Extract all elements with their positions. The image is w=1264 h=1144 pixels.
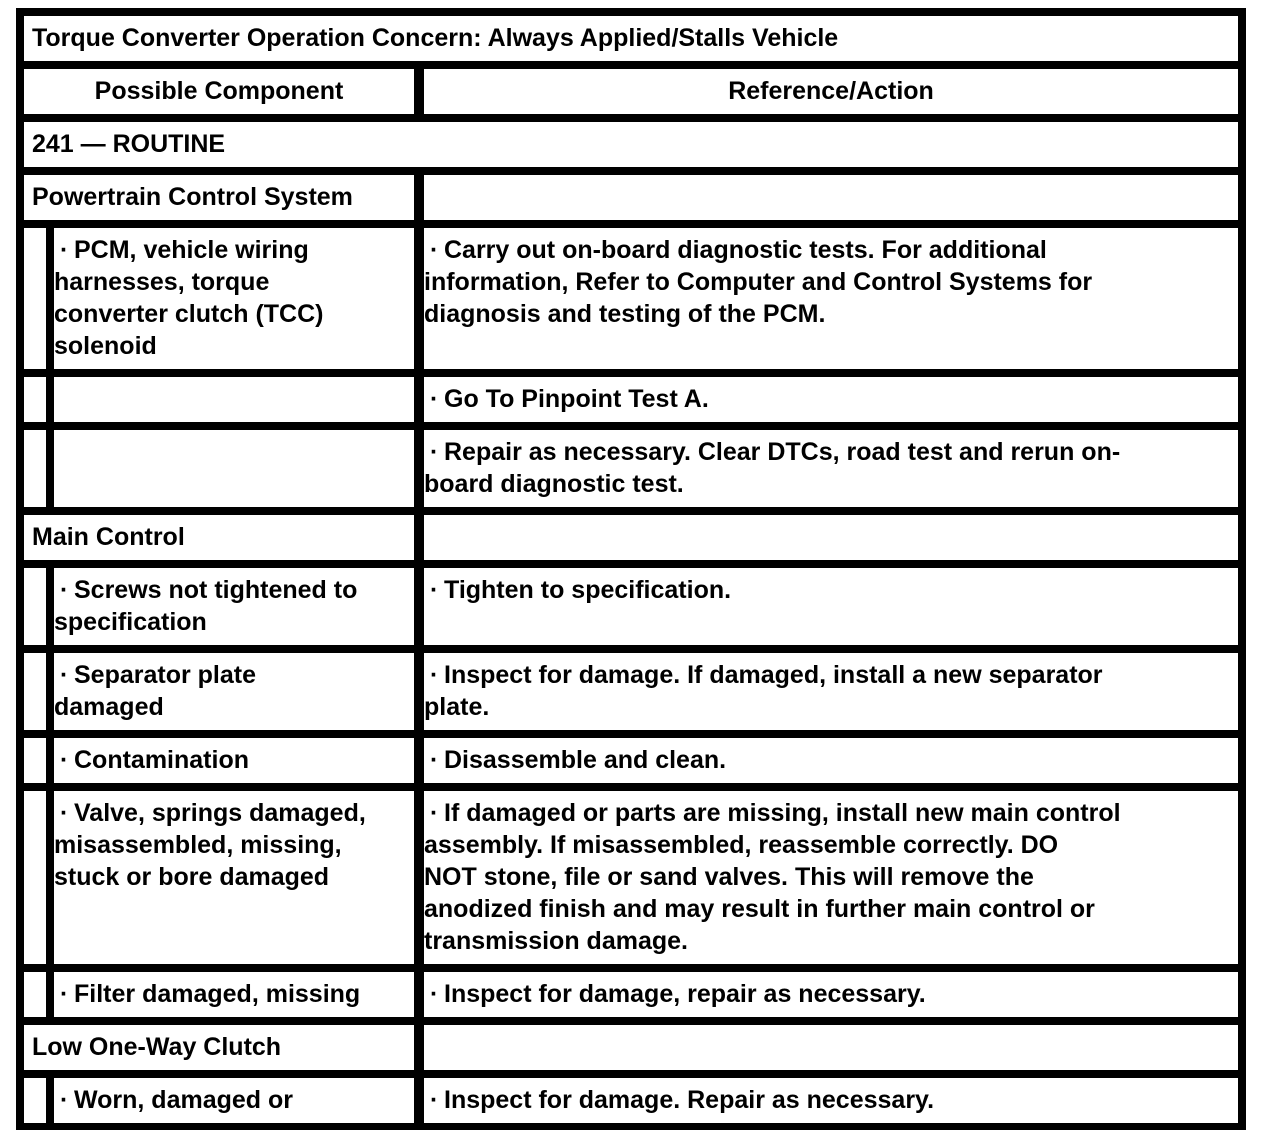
bullet-marker: · xyxy=(430,576,439,604)
bullet-marker: · xyxy=(430,980,439,1008)
action-text: Disassemble and clean. xyxy=(444,746,727,774)
action-line xyxy=(424,659,1238,691)
component-cell xyxy=(54,430,414,507)
diagnostic-table xyxy=(16,8,1246,1130)
action-line xyxy=(424,574,1238,606)
indent-cell xyxy=(24,430,46,507)
component-text: Separator plate xyxy=(74,661,257,689)
action-line: board diagnostic test. xyxy=(424,470,684,498)
indent-cell xyxy=(24,972,46,1017)
action-cell xyxy=(424,228,1238,369)
component-text: Worn, damaged or xyxy=(74,1086,294,1114)
bullet-marker: · xyxy=(430,661,439,689)
component-line: misassembled, missing, xyxy=(54,831,342,859)
component-cell xyxy=(54,791,414,964)
routine-label: 241 — ROUTINE xyxy=(24,122,1238,167)
indent-cell xyxy=(24,568,46,645)
indent-cell xyxy=(24,653,46,730)
action-cell xyxy=(424,791,1238,964)
action-line: transmission damage. xyxy=(424,927,688,955)
component-line: damaged xyxy=(54,693,164,721)
bullet-marker: · xyxy=(430,236,439,264)
component-text: Filter damaged, missing xyxy=(74,980,361,1008)
action-cell xyxy=(424,1078,1238,1123)
component-line xyxy=(54,1084,414,1116)
component-cell xyxy=(54,568,414,645)
header-reference-action: Reference/Action xyxy=(424,69,1238,114)
component-text: PCM, vehicle wiring xyxy=(74,236,309,264)
component-text: Valve, springs damaged, xyxy=(74,799,366,827)
component-line: solenoid xyxy=(54,332,157,360)
section-action-empty xyxy=(424,1025,1238,1070)
action-line xyxy=(424,1084,1238,1116)
bullet-marker: · xyxy=(60,576,69,604)
action-line xyxy=(424,978,1238,1010)
component-cell xyxy=(54,1078,414,1123)
section-action-empty xyxy=(424,515,1238,560)
indent-cell xyxy=(24,377,46,422)
indent-cell xyxy=(24,228,46,369)
action-text: If damaged or parts are missing, install new main control xyxy=(444,799,1121,827)
component-line xyxy=(54,797,414,829)
component-line: stuck or bore damaged xyxy=(54,863,330,891)
bullet-marker: · xyxy=(60,980,69,1008)
component-line: harnesses, torque xyxy=(54,268,270,296)
action-line: information, Refer to Computer and Control Systems for xyxy=(424,268,1093,296)
action-line xyxy=(424,744,1238,776)
action-line: plate. xyxy=(424,693,490,721)
component-cell xyxy=(54,972,414,1017)
section-name: Low One-Way Clutch xyxy=(24,1025,414,1070)
action-line: assembly. If misassembled, reassemble correctly. DO xyxy=(424,831,1059,859)
action-cell xyxy=(424,653,1238,730)
component-text: Screws not tightened to xyxy=(74,576,358,604)
bullet-marker: · xyxy=(60,746,69,774)
component-cell xyxy=(54,653,414,730)
component-cell xyxy=(54,228,414,369)
bullet-marker: · xyxy=(60,1086,69,1114)
action-line: anodized finish and may result in further main control or xyxy=(424,895,1095,923)
table-title: Torque Converter Operation Concern: Always Applied/Stalls Vehicle xyxy=(24,16,1238,61)
action-text: Inspect for damage. If damaged, install a new separator xyxy=(444,661,1103,689)
action-text: Tighten to specification. xyxy=(444,576,732,604)
action-text: Carry out on-board diagnostic tests. For additional xyxy=(444,236,1047,264)
bullet-marker: · xyxy=(430,799,439,827)
action-cell xyxy=(424,972,1238,1017)
bullet-marker: · xyxy=(60,799,69,827)
action-cell xyxy=(424,430,1238,507)
indent-cell xyxy=(24,1078,46,1123)
header-possible-component: Possible Component xyxy=(24,69,414,114)
action-line xyxy=(424,797,1238,829)
action-text: Inspect for damage. Repair as necessary. xyxy=(444,1086,935,1114)
component-line xyxy=(54,978,414,1010)
action-text: Go To Pinpoint Test A. xyxy=(444,385,709,413)
section-name: Powertrain Control System xyxy=(24,175,414,220)
bullet-marker: · xyxy=(60,236,69,264)
component-line xyxy=(54,574,414,606)
action-cell xyxy=(424,377,1238,422)
section-action-empty xyxy=(424,175,1238,220)
action-cell xyxy=(424,568,1238,645)
bullet-marker: · xyxy=(430,438,439,466)
component-line xyxy=(54,659,414,691)
action-line xyxy=(424,383,1238,415)
section-name: Main Control xyxy=(24,515,414,560)
component-cell xyxy=(54,738,414,783)
action-line: diagnosis and testing of the PCM. xyxy=(424,300,826,328)
action-text: Inspect for damage, repair as necessary. xyxy=(444,980,926,1008)
action-line xyxy=(424,234,1238,266)
component-line xyxy=(54,234,414,266)
component-text: Contamination xyxy=(74,746,249,774)
bullet-marker: · xyxy=(430,746,439,774)
bullet-marker: · xyxy=(60,661,69,689)
component-line: specification xyxy=(54,608,207,636)
action-line: NOT stone, file or sand valves. This will remove the xyxy=(424,863,1034,891)
indent-cell xyxy=(24,791,46,964)
action-text: Repair as necessary. Clear DTCs, road test and rerun on- xyxy=(444,438,1121,466)
action-cell xyxy=(424,738,1238,783)
component-line xyxy=(54,744,414,776)
action-line xyxy=(424,436,1238,468)
bullet-marker: · xyxy=(430,385,439,413)
component-line: converter clutch (TCC) xyxy=(54,300,324,328)
bullet-marker: · xyxy=(430,1086,439,1114)
indent-cell xyxy=(24,738,46,783)
component-cell xyxy=(54,377,414,422)
